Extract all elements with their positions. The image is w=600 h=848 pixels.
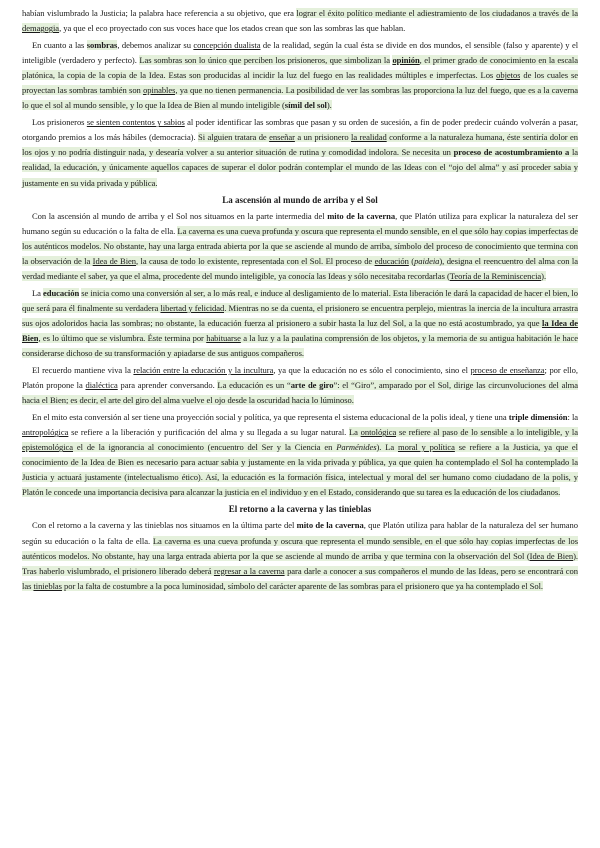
- text-segment: a un prisionero: [294, 132, 352, 143]
- text-segment: En el mito esta conversión al ser tiene una proyección social y política, ya que representa el sistema educacional de la polis ideal, y tiene una: [32, 412, 509, 423]
- text-segment: la realidad: [351, 132, 387, 143]
- text-segment: objetos: [496, 70, 521, 81]
- text-segment: habituarse: [206, 332, 241, 343]
- text-segment: tinieblas: [33, 580, 62, 591]
- text-segment: la Idea de Bien: [22, 317, 579, 343]
- text-segment: , que Platón utiliza para hablar de la naturaleza del ser humano según su educación o la falta de ella.: [22, 520, 578, 546]
- text-segment: , la causa de todo lo existente, representada con el Sol. El proceso de: [136, 255, 375, 266]
- paragraph: [22, 115, 578, 190]
- text-segment: por la falta de costumbre a la poca luminosidad, símbolo del carácter aparente de las sombras para el prisionero que ya ha contemplado el Sol.: [61, 580, 543, 591]
- text-segment: al poder identificar las sombras que pasan y su orden de sucesión, a fin de poder predecir cuándo volverán a pasar, otorgando premios a los más hábiles (democracia).: [22, 117, 578, 143]
- text-segment: triple dimensión: [508, 412, 568, 423]
- text-segment: Parménides: [336, 442, 377, 453]
- text-segment: ).: [541, 270, 547, 281]
- text-segment: concepción dualista: [193, 40, 261, 51]
- text-segment: : la: [567, 412, 579, 423]
- text-segment: para aprender conversando.: [117, 380, 218, 391]
- paragraph: [22, 363, 578, 408]
- paragraph: [22, 286, 578, 361]
- text-segment: se sienten contentos y sabios: [86, 117, 185, 128]
- text-segment: habían vislumbrado la Justicia; la palabra hace referencia a su objetivo, que era: [22, 8, 297, 18]
- text-segment: conforme a la naturaleza humana, éste sentiría dolor en los ojos y no podría distinguir nada, y desearía volver a su anterior situación de rutina y comodidad indolora. Se necesita un: [22, 132, 579, 158]
- text-segment: . Mientras no se da cuenta, el prisionero se encuentra perplejo, mientras la inercia de la incultura arrastra sus ojos adoloridos hacia las sombras; no obstante, la educación fuerza al prisionero a subir hasta la luz del Sol, a la que no está acostumbrado, ya que: [22, 302, 578, 328]
- text-segment: Los prisioneros: [32, 117, 87, 128]
- text-segment: ). La: [376, 442, 399, 453]
- text-segment: libertad y felicidad: [160, 302, 225, 313]
- text-segment: mito de la caverna: [296, 520, 364, 531]
- text-segment: , ya que el eco proyectado con sus voces hace que los etados crean que son las sombras las que hablan.: [59, 23, 406, 34]
- text-segment: , es lo último que se vislumbra. Éste termina por: [38, 332, 207, 343]
- text-segment: proceso de enseñanza: [470, 365, 545, 376]
- text-segment: En cuanto a las: [32, 40, 87, 51]
- text-segment: La caverna es una cueva profunda y oscura que representa el mundo sensible, en el que sólo hay copias imperfectas de los auténticos modelos. No obstante, hay una larga entrada abierta por la que se asciende al mundo de arriba, símbolo del proceso de conocimiento que termina con la observación de la: [22, 225, 579, 266]
- text-segment: se inicia como una conversión al ser, a lo más real, e induce al desligamiento de lo material. Esta liberación le dará la capacidad de hacer el bien, lo que será para él finalmente su verdadera: [22, 287, 578, 313]
- text-segment: educación: [374, 255, 409, 266]
- text-segment: (: [408, 255, 415, 266]
- text-segment: enseñar: [269, 132, 295, 143]
- section-heading-retorno: El retorno a la caverna y las tinieblas: [228, 504, 372, 515]
- text-segment: se refiere al paso de lo sensible a lo inteligible, y la: [396, 427, 578, 438]
- text-segment: ontológica: [360, 427, 397, 438]
- text-segment: Idea de Bien: [529, 550, 574, 561]
- section-heading-ascension: La ascensión al mundo de arriba y el Sol: [222, 194, 378, 205]
- text-segment: mito de la caverna: [327, 210, 396, 221]
- text-segment: ), designa el reencuentro del alma con la verdad mediante el saber, ya que el alma, procedente del mundo inteligible, ya conocía las Ideas y sólo necesitaba recordarlas (: [22, 255, 578, 281]
- text-segment: relación entre la educación y la incultura: [133, 365, 274, 376]
- text-segment: para darle a conocer a sus compañeros el mundo de las Ideas, pero se encontrará con las: [22, 565, 578, 591]
- text-segment: , el primer grado de conocimiento en la escala platónica, la copia de la copia de la Idea. Estas son producidas al incidir la luz del fuego en las realidades múltiples e imperfectas. Los: [22, 55, 578, 81]
- paragraph: [22, 518, 578, 593]
- text-segment: se refiere a la Justicia, ya que el conocimiento de la Idea de Bien es necesario para actuar sabia y justamente en la vida privada y pública, ya que quien ha contemplado el Sol ha contemplado la Justicia y actuará justamente (intelectualismo ético). Así, la educación es la formación física, intelectual y moral del ser humano como ciudadano de la polis, y Platón le concede una importancia decisiva para alcanzar la justicia en el individuo y en el Estado, considerando que su tarea es la educación de los ciudadanos.: [22, 442, 578, 498]
- text-segment: La educación es un “: [217, 380, 291, 391]
- text-segment: educación: [43, 287, 80, 298]
- paragraph: [22, 38, 578, 113]
- text-segment: a la luz y a la paulatina comprensión de los objetos, y la memoria de su antigua habitación le hace considerarse dichoso de su transformación y apiadarse de sus antiguos compañeros.: [22, 332, 578, 358]
- text-segment: Las sombras son lo único que perciben los prisioneros, que simbolizan la: [139, 55, 390, 66]
- text-segment: ). Tras haberlo vislumbrado, el prisionero liberado deberá: [22, 550, 578, 576]
- text-segment: Si alguien tratara de: [198, 132, 270, 143]
- text-segment: , ya que la educación no es sólo el conocimiento, sino el: [273, 365, 471, 376]
- text-segment: La: [32, 287, 44, 298]
- text-segment: La caverna es una cueva profunda y oscura que representa el mundo sensible, en el que sólo hay copias imperfectas de los auténticos modelos. No obstante, hay una larga entrada abierta por la que se asciende al mundo de arriba y que termina con la observación del Sol (: [22, 535, 578, 561]
- text-segment: opinables: [143, 85, 176, 96]
- text-segment: opinión: [392, 55, 420, 66]
- text-segment: , ya que no tienen permanencia. La posibilidad de ver las sombras las proporciona la luz del fuego, que es a la caverna lo que el sol al mundo sensible, y lo que la Idea de Bien al mundo inteligible (: [22, 85, 578, 111]
- text-segment: El recuerdo mantiene viva la: [32, 365, 134, 376]
- text-segment: regresar a la caverna: [213, 565, 285, 576]
- paragraph: [22, 209, 578, 284]
- text-segment: , debemos analizar su: [117, 40, 194, 51]
- intro-section: [22, 6, 578, 191]
- section-retorno: [22, 518, 578, 593]
- section-ascension: [22, 209, 578, 501]
- text-segment: Con el retorno a la caverna y las tinieblas nos situamos en la última parte del: [32, 520, 297, 531]
- text-segment: antropológica: [22, 427, 69, 438]
- text-segment: La: [348, 427, 361, 438]
- text-segment: demagogia: [22, 23, 60, 34]
- text-segment: Idea de Bien: [92, 255, 136, 266]
- text-segment: de los cuales se proyectan las sombras también son: [22, 70, 578, 96]
- text-segment: se refiere a la liberación y purificación del alma y su llegada a su lugar natural.: [68, 427, 349, 438]
- text-segment: ; por ello, Platón propone la: [22, 365, 578, 391]
- paragraph: [22, 410, 578, 500]
- text-segment: Con la ascensión al mundo de arriba y el Sol nos situamos en la parte intermedia del: [32, 210, 328, 221]
- text-segment: de la realidad, según la cual ésta se divide en dos mundos, el sensible (falso y aparente) y el inteligible (verdadero y perfecto).: [22, 40, 579, 66]
- text-segment: moral y política: [398, 442, 455, 453]
- text-segment: Teoría de la Reminiscencia: [449, 270, 542, 281]
- text-segment: símil del sol: [284, 100, 327, 111]
- paragraph: [22, 6, 578, 36]
- text-segment: epistemológica: [22, 442, 74, 453]
- text-segment: dialéctica: [85, 380, 118, 391]
- text-segment: arte de giro: [290, 380, 334, 391]
- text-segment: paideia: [414, 255, 440, 266]
- text-segment: la realidad, la educación, y únicamente aquellos capaces de superar el dolor podrán contemplar el mundo de las Ideas con el “ojo del alma” y así proceder sabia y justamente en su vida privada y pública.: [22, 147, 579, 188]
- text-segment: ).: [326, 100, 332, 111]
- text-segment: proceso de acostumbramiento a: [453, 147, 570, 158]
- text-segment: el de la ignorancia al conocimiento (encuentro del Ser y la Ciencia en: [73, 442, 337, 453]
- text-segment: , que Platón utiliza para explicar la naturaleza del ser humano según su educación o la falta de ella.: [22, 210, 578, 236]
- text-segment: sombras: [86, 40, 118, 51]
- text-segment: lograr el éxito político mediante el adiestramiento de los ciudadanos a través de la: [296, 8, 578, 18]
- text-segment: ”: el “Giro”, amparado por el Sol, dirige las circunvoluciones del alma hacia el Bien; es decir, el arte del giro del alma vuelve el ojo desde la oscuridad hacia lo lúminoso.: [22, 380, 579, 406]
